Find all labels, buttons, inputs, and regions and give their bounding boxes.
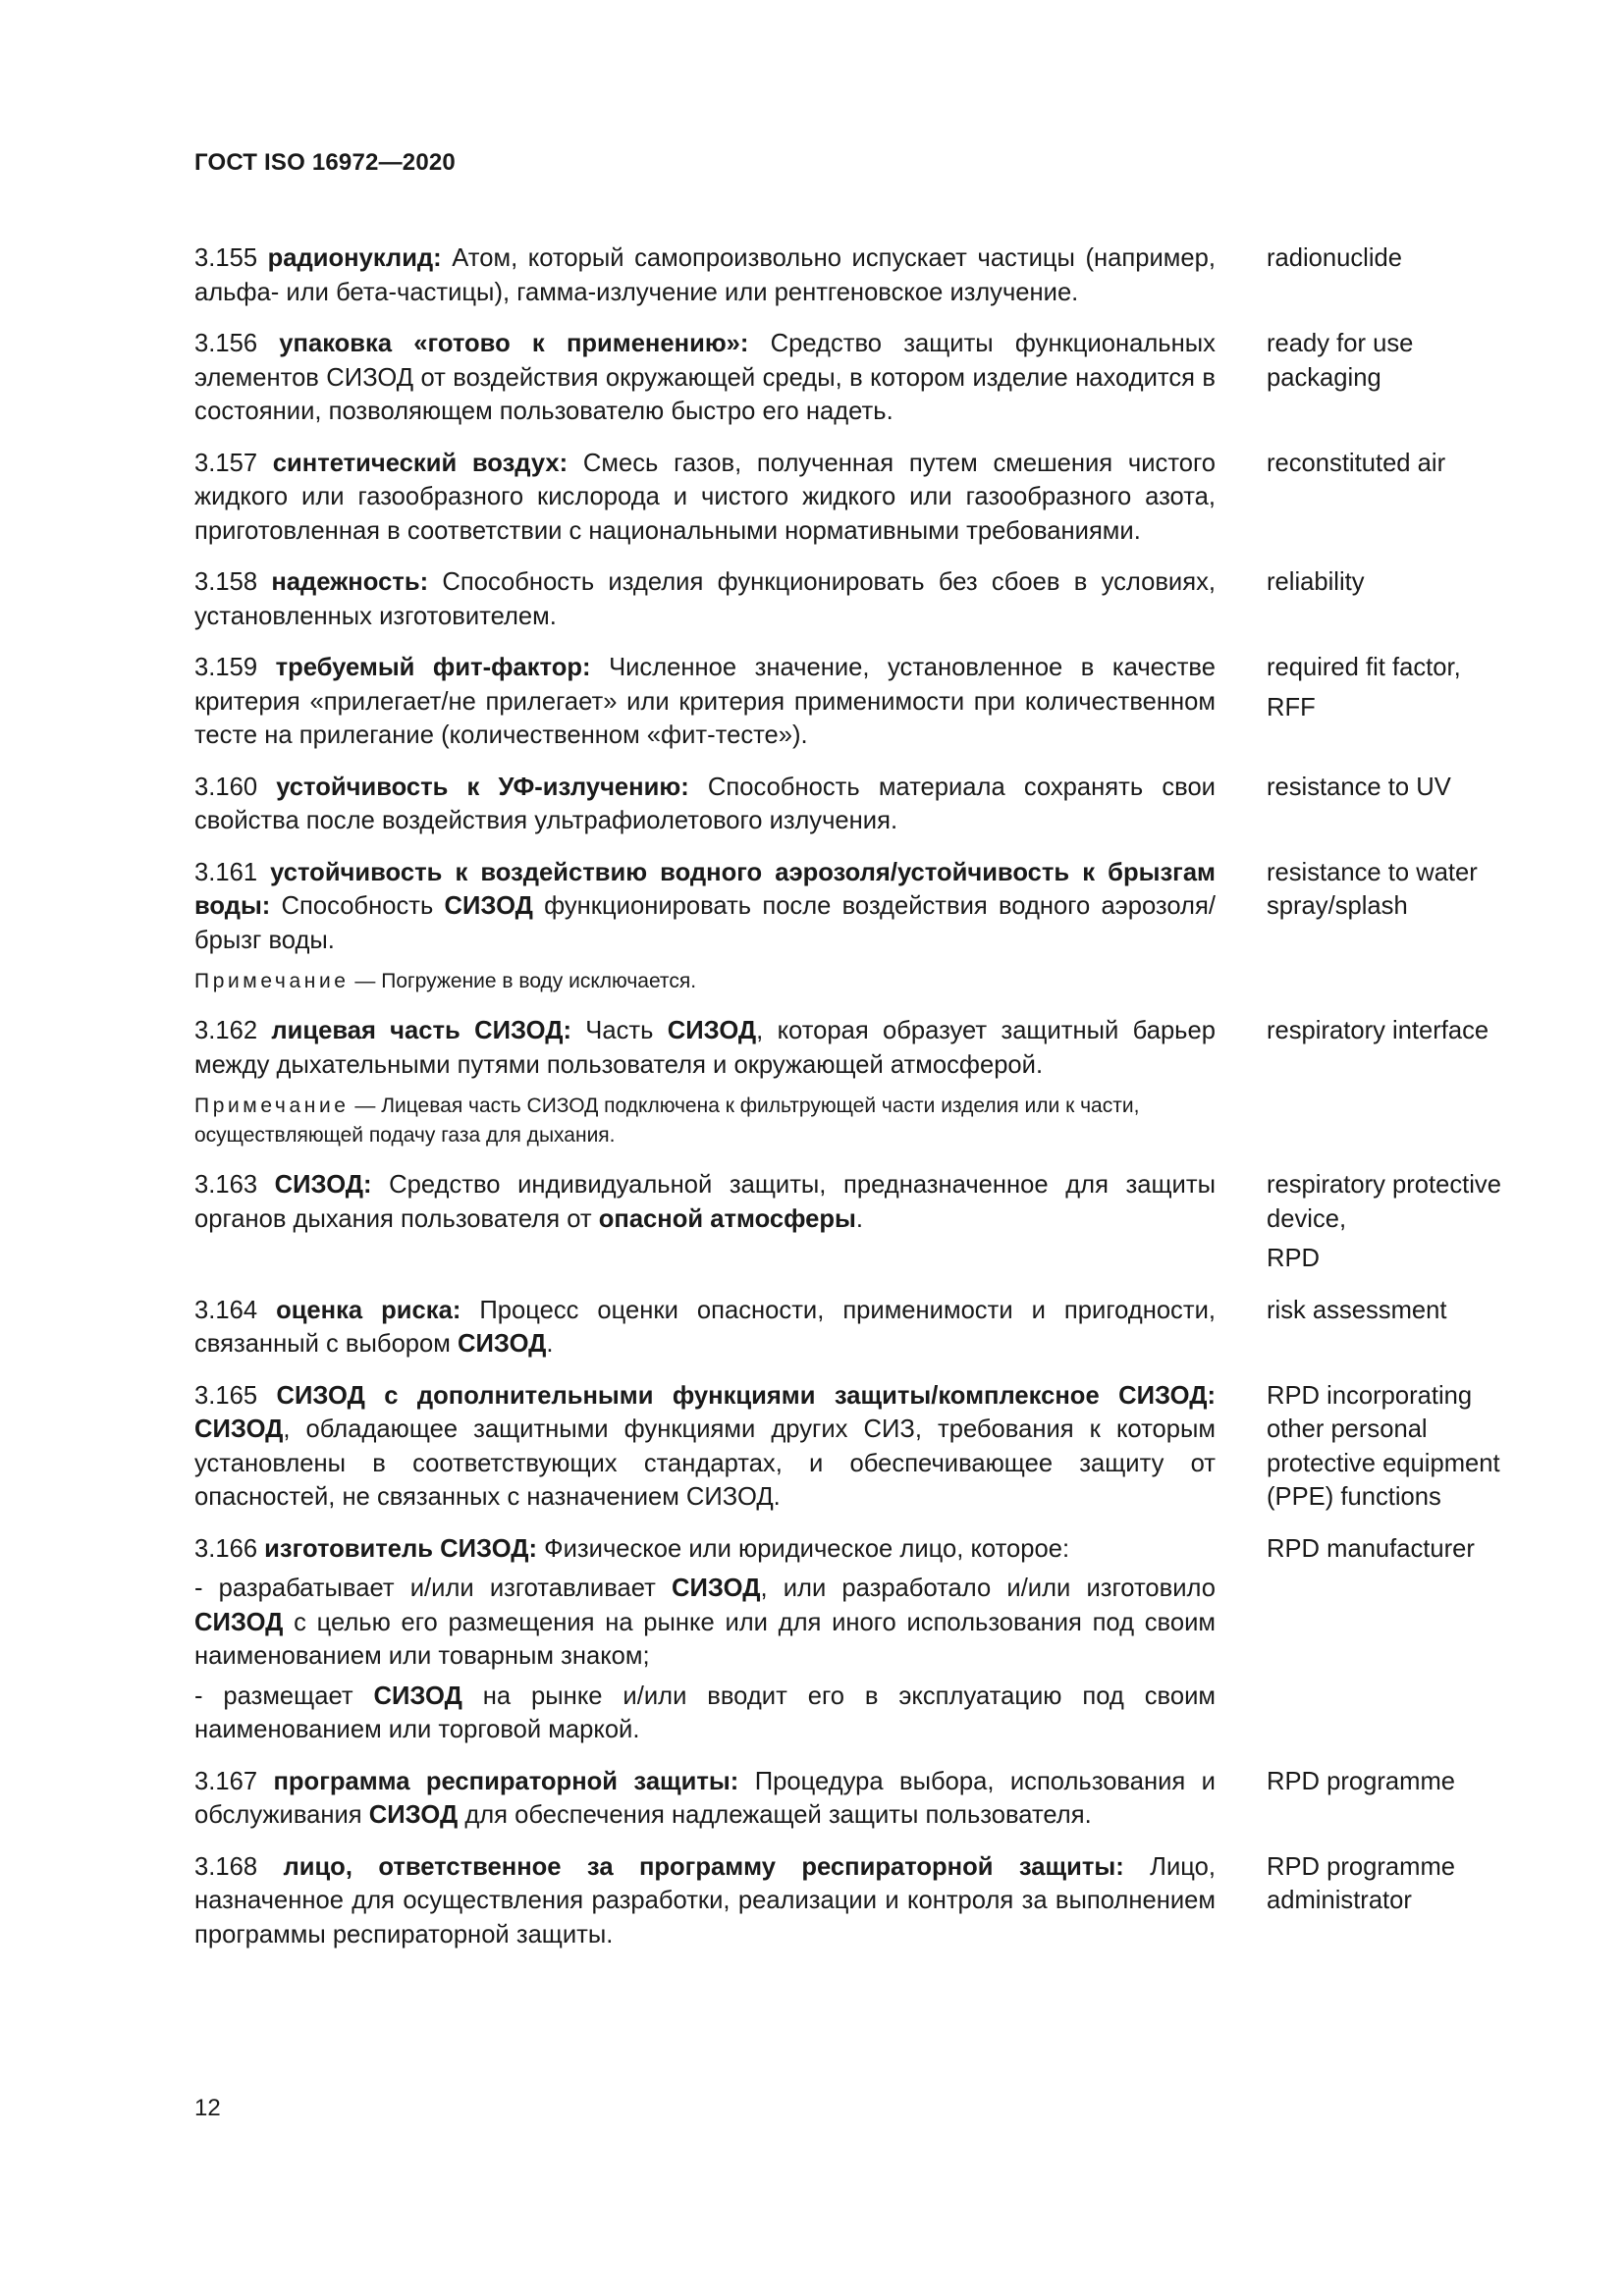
term-name: СИЗОД с дополнительными функциями защиты/комплексное СИЗОД:: [276, 1381, 1216, 1410]
list-item: [194, 1680, 1216, 1747]
term-text: Физическое или юридическое лицо, которое:: [544, 1534, 1070, 1563]
term-entry-3-161: [194, 856, 1510, 958]
term-text: , которая образует защитный барьер между дыхательными путями пользователя и окружающей атмосферой.: [194, 1017, 1216, 1079]
list-item-text: - разрабатывает и/или изготавливает: [194, 1575, 656, 1602]
term-number: 3.162: [194, 1017, 258, 1044]
note-text: — Лицевая часть СИЗОД подключена к фильтрующей части изделия или к части, осуществляющей подачу газа для дыхания.: [194, 1095, 1140, 1147]
term-entry-3-162: [194, 1014, 1510, 1082]
term-entry-3-160: [194, 771, 1510, 838]
term-definition: [194, 1765, 1216, 1833]
list-item-text: - размещает: [194, 1682, 353, 1710]
note-label: Примечание: [194, 1095, 350, 1117]
term-text: Способность: [281, 892, 434, 920]
term-definition: [194, 241, 1216, 309]
term-definition: [194, 1532, 1216, 1747]
term-english-abbr: RPD: [1267, 1245, 1321, 1272]
term-text: Способность изделия функционировать без сбоев в условиях, установленных изготовителем.: [194, 568, 1216, 630]
term-english-abbr: RFF: [1267, 693, 1316, 721]
term-english-line: required fit factor,: [1267, 654, 1461, 681]
list-item-text: , или разработало и/или изготовило: [760, 1575, 1216, 1602]
term-text: .: [546, 1330, 554, 1358]
term-text: Часть: [585, 1017, 654, 1044]
list-item: [194, 1572, 1216, 1674]
term-entry-3-167: [194, 1765, 1510, 1833]
term-text: Смесь газов, полученная путем смешения чистого жидкого или газообразного кислорода и чистого жидкого или газообразного азота, приготовленная в соответствии с национальными нормативными требованиями.: [194, 449, 1216, 545]
term-name: изготовитель СИЗОД:: [264, 1534, 538, 1563]
term-text: функционировать после воздействия водного аэрозоля/брызг воды.: [194, 892, 1216, 954]
term-text: Атом, который самопроизвольно испускает частицы (например, альфа- или бета-частицы), гамма-излучение или рентгеновское излучение.: [194, 244, 1216, 306]
term-number: 3.158: [194, 568, 258, 596]
term-text: для обеспечения надлежащей защиты пользователя.: [464, 1801, 1092, 1829]
term-english: RPD programme: [1267, 1767, 1456, 1795]
term-name: СИЗОД:: [274, 1171, 372, 1199]
term-text: Способность материала сохранять свои свойства после воздействия ультрафиолетового излучения.: [194, 773, 1216, 834]
term-definition: [194, 771, 1216, 838]
term-number: 3.155: [194, 244, 258, 272]
term-name: упаковка «готово к применению»:: [279, 330, 749, 357]
term-text: Средство защиты функциональных элементов СИЗОД от воздействия окружающей среды, в котором изделие находится в состоянии, позволяющем пользователю быстро его надеть.: [194, 330, 1216, 425]
term-english: reliability: [1267, 568, 1365, 596]
term-name: лицо, ответственное за программу респираторной защиты:: [283, 1852, 1124, 1881]
term-english: RPD manufacturer: [1267, 1534, 1475, 1563]
page-number: 12: [194, 2095, 221, 2121]
term-note-3-162: [194, 1092, 1216, 1150]
term-entry-3-168: [194, 1850, 1510, 1952]
term-english: risk assessment: [1267, 1296, 1447, 1324]
term-text: Лицо, назначенное для осуществления разработки, реализации и контроля за выполнением программы респираторной защиты.: [194, 1852, 1216, 1949]
term-text: , обладающее защитными функциями других СИЗ, требования к которым установлены в соответствующих стандартах, и обеспечивающее защиту от опасностей, не связанных с назначением СИЗОД.: [194, 1415, 1216, 1511]
note-label: Примечание: [194, 970, 350, 992]
term-crossref: СИЗОД: [458, 1330, 547, 1358]
term-crossref: СИЗОД: [672, 1575, 761, 1602]
term-entry-3-159: [194, 651, 1510, 753]
term-number: 3.164: [194, 1296, 258, 1324]
term-number: 3.166: [194, 1534, 258, 1563]
term-name: радионуклид:: [267, 244, 442, 272]
term-crossref: СИЗОД: [194, 1415, 284, 1443]
document-header: ГОСТ ISO 16972—2020: [194, 149, 456, 176]
term-definition: [194, 1379, 1216, 1515]
term-english: radionuclide: [1267, 244, 1403, 272]
term-text: Численное значение, установленное в качестве критерия «прилегает/не прилегает» или критерия применимости при количественном тесте на прилегание (количественном «фит-тесте»).: [194, 654, 1216, 749]
list-item-text: с целью его размещения на рынке или для иного использования под своим наименованием или товарным знаком;: [194, 1608, 1216, 1670]
term-number: 3.157: [194, 449, 258, 477]
term-number: 3.159: [194, 654, 258, 681]
term-definition: [194, 1294, 1216, 1362]
term-english: reconstituted air: [1267, 449, 1446, 477]
term-entry-3-156: [194, 327, 1510, 429]
term-entry-3-155: [194, 241, 1510, 309]
term-definition: [194, 1850, 1216, 1952]
term-text: Процедура выбора, использования и обслуживания: [194, 1767, 1216, 1829]
term-name: оценка риска:: [276, 1296, 461, 1324]
term-english: RPD incorporating other personal protective equipment (PPE) functions: [1267, 1381, 1500, 1511]
term-definition: [194, 1014, 1216, 1082]
term-crossref: СИЗОД: [373, 1682, 462, 1710]
term-number: 3.167: [194, 1767, 258, 1795]
term-crossref: СИЗОД: [444, 892, 533, 920]
term-number: 3.165: [194, 1381, 258, 1410]
term-crossref: СИЗОД: [194, 1608, 284, 1636]
term-entry-3-166: [194, 1532, 1510, 1747]
term-number: 3.161: [194, 858, 258, 886]
list-item-text: на рынке и/или вводит его в эксплуатацию под своим наименованием или торговой маркой.: [194, 1682, 1216, 1743]
term-text: .: [855, 1204, 864, 1233]
term-definition: [194, 651, 1216, 753]
term-name: надежность:: [271, 568, 429, 596]
term-definition: [194, 856, 1216, 958]
term-entry-3-163: [194, 1168, 1510, 1276]
note-text: — Погружение в воду исключается.: [354, 970, 697, 992]
term-definition: [194, 1168, 1216, 1236]
term-english: RPD programme administrator: [1267, 1852, 1456, 1914]
term-number: 3.168: [194, 1852, 258, 1881]
term-number: 3.160: [194, 773, 258, 801]
term-definition: [194, 565, 1216, 633]
term-name: устойчивость к УФ-излучению:: [276, 773, 689, 801]
term-note-3-161: [194, 967, 1216, 996]
terms-list: [194, 241, 1510, 1969]
term-english: respiratory interface: [1267, 1017, 1489, 1044]
term-definition: [194, 447, 1216, 549]
term-crossref: опасной атмосферы: [598, 1204, 856, 1233]
term-entry-3-164: [194, 1294, 1510, 1362]
term-name: требуемый фит-фактор:: [275, 654, 591, 681]
term-english: resistance to UV: [1267, 773, 1451, 801]
term-definition: [194, 327, 1216, 429]
term-name: программа респираторной защиты:: [273, 1767, 739, 1795]
term-crossref: СИЗОД: [667, 1017, 757, 1044]
term-english: [1267, 651, 1510, 724]
term-crossref: СИЗОД: [368, 1801, 459, 1829]
term-text: Средство индивидуальной защиты, предназначенное для защиты органов дыхания пользователя от: [194, 1171, 1216, 1233]
term-number: 3.156: [194, 330, 258, 357]
term-english: resistance to water spray/splash: [1267, 858, 1478, 920]
term-english-line: respiratory protective device,: [1267, 1171, 1501, 1233]
term-entry-3-158: [194, 565, 1510, 633]
term-name: синтетический воздух:: [272, 449, 568, 477]
term-entry-3-165: [194, 1379, 1510, 1515]
term-number: 3.163: [194, 1171, 258, 1199]
term-entry-3-157: [194, 447, 1510, 549]
term-text: Процесс оценки опасности, применимости и пригодности, связанный с выбором: [194, 1296, 1216, 1358]
term-english: [1267, 1168, 1510, 1276]
term-name: устойчивость к воздействию водного аэрозоля/устойчивость к брызгам воды:: [194, 858, 1216, 920]
term-english: ready for use packaging: [1267, 330, 1414, 392]
term-name: лицевая часть СИЗОД:: [271, 1017, 571, 1044]
